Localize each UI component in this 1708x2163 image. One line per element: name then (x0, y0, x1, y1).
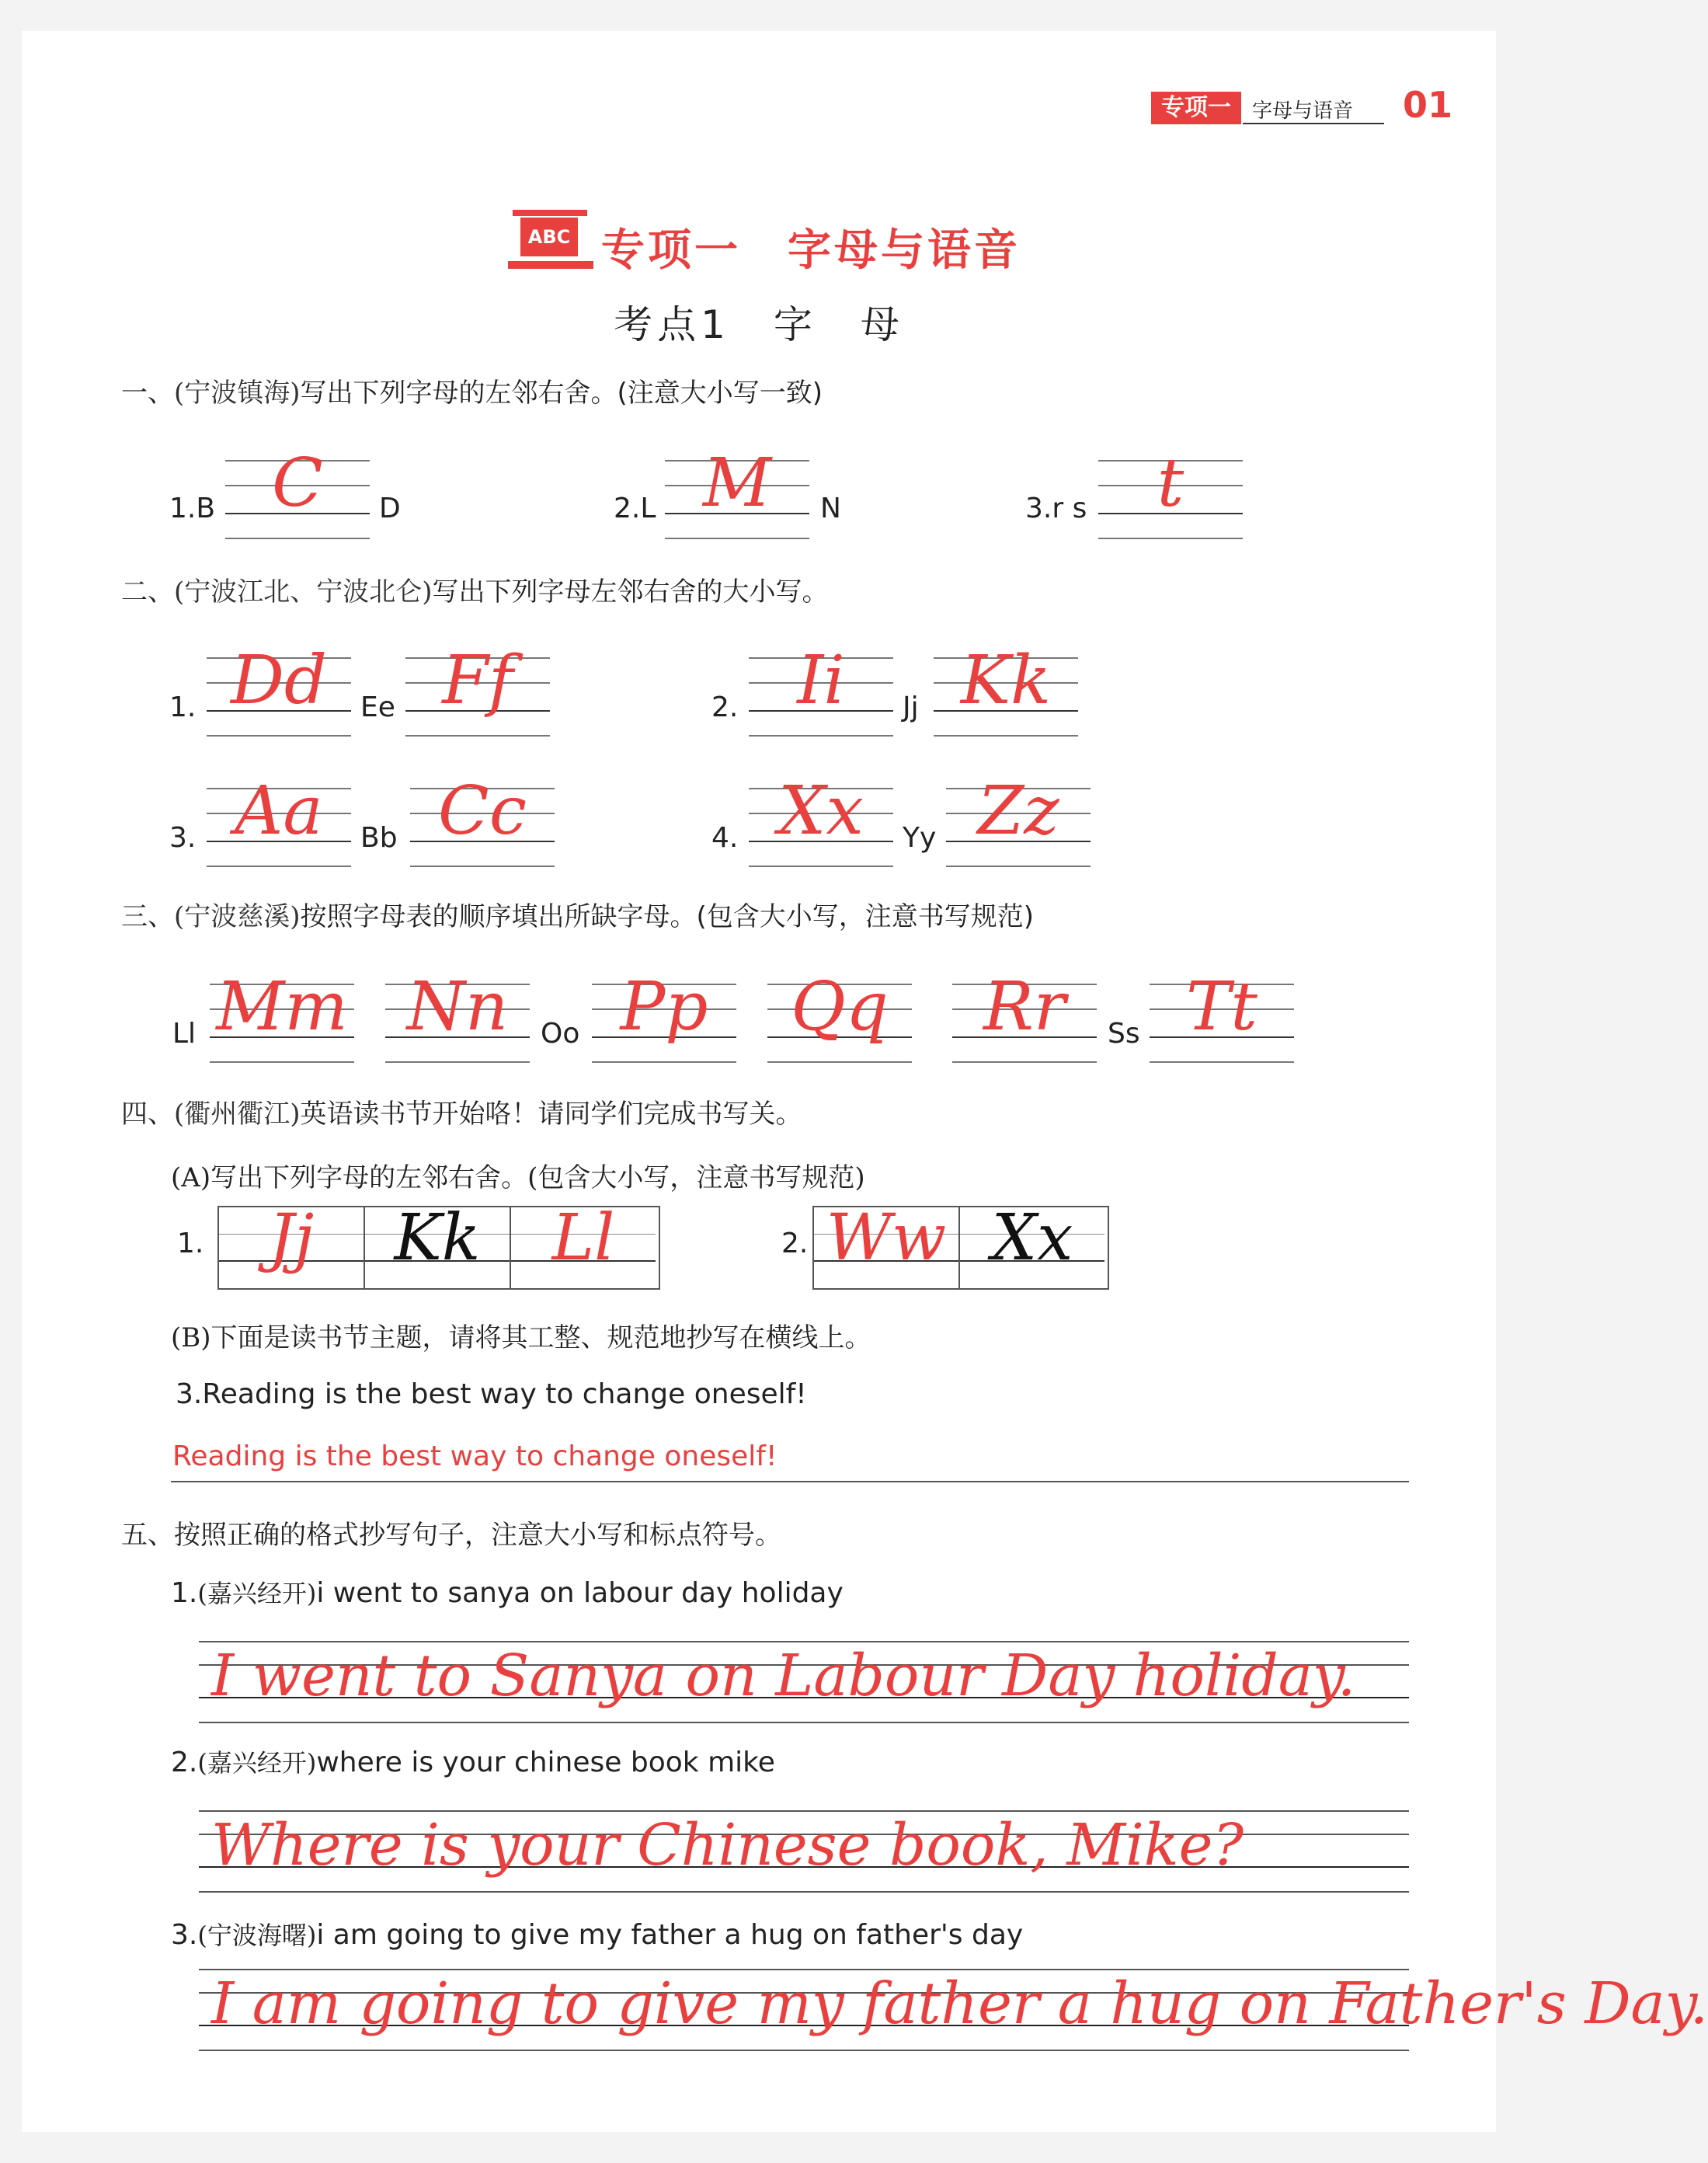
s5-item-2-question: 2.(嘉兴经开)where is your chinese book mike (171, 1747, 775, 1778)
s2-item-1-right-answer: Ff (442, 642, 513, 719)
s2-item-3-mid: Bb (360, 822, 398, 854)
s3-answer-5: Rr (983, 968, 1066, 1046)
s2-item-4-left-answer: Xx (778, 772, 864, 850)
s4-row-1-num: 1. (177, 1228, 204, 1259)
s3-answer-2-lines[interactable] (385, 968, 530, 1061)
section-3-title: 三、(宁波慈溪)按照字母表的顺序填出所缺字母。(包含大小写，注意书写规范) (121, 901, 1035, 932)
s3-answer-2: Nn (406, 968, 509, 1046)
s1-item-1-answer: C (272, 444, 323, 522)
s1-item-1-writing-lines[interactable] (225, 444, 370, 538)
main-title: 专项一 字母与语音 (601, 225, 1021, 276)
s2-item-2-mid: Jj (903, 691, 919, 723)
s2-item-3-right-lines[interactable] (410, 772, 555, 866)
s5-item-1-question: 1.(嘉兴经开)i went to sanya on labour day holiday (171, 1577, 844, 1609)
s1-item-1-suffix: D (379, 493, 401, 524)
s4-q3-text: 3.Reading is the best way to change oneself! (176, 1378, 807, 1410)
section-5-title: 五、按照正确的格式抄写句子，注意大小写和标点符号。 (121, 1520, 781, 1551)
s4-row-1-cell-2: Kk (394, 1201, 481, 1275)
s4-row-1-cell-1: Jj (268, 1201, 315, 1275)
s3-answer-3: Pp (620, 968, 708, 1046)
s5-item-1-answer: I went to Sanya on Labour Day holiday. (211, 1642, 1356, 1709)
s4-q3-copy-line[interactable] (171, 1481, 1409, 1482)
s3-given-ll: Ll (172, 1018, 197, 1050)
s1-item-2-writing-lines[interactable] (665, 444, 809, 538)
s3-answer-6: Tt (1186, 968, 1258, 1046)
s2-item-4-right-answer: Zz (977, 772, 1059, 850)
s4-part-a: (A)写出下列字母的左邻右舍。(包含大小写，注意书写规范) (171, 1162, 865, 1193)
s3-given-ss: Ss (1108, 1018, 1140, 1050)
section-1-title: 一、(宁波镇海)写出下列字母的左邻右舍。(注意大小写一致) (121, 378, 823, 409)
header-title: 字母与语音 (1252, 99, 1354, 123)
s2-item-2-left-lines[interactable] (749, 642, 893, 735)
s2-item-1-right-lines[interactable] (405, 642, 550, 735)
s5-item-3-question: 3.(宁波海曙)i am going to give my father a hug on father's day (171, 1919, 1024, 1951)
abc-logo-icon: ABC (508, 210, 593, 273)
s1-item-3-writing-lines[interactable] (1098, 444, 1243, 538)
s4-part-b: (B)下面是读书节主题，请将其工整、规范地抄写在横线上。 (171, 1322, 871, 1353)
s2-item-2-right-answer: Kk (960, 642, 1052, 719)
s2-item-4-mid: Yy (903, 822, 937, 854)
s3-answer-5-lines[interactable] (952, 968, 1097, 1061)
s4-q3-answer: Reading is the best way to change oneself! (172, 1440, 777, 1472)
s2-item-1-left-answer: Dd (230, 642, 327, 719)
s3-answer-6-lines[interactable] (1150, 968, 1294, 1061)
sub-title: 考点1 字 母 (614, 302, 904, 347)
s2-item-2-left-answer: Ii (797, 642, 845, 719)
s4-row-2-grid[interactable] (812, 1201, 1109, 1290)
s1-item-3-prefix: 3.r s (1025, 493, 1087, 524)
s3-answer-1: Mm (216, 968, 348, 1046)
s1-item-3-answer: t (1157, 444, 1184, 522)
s2-item-4-num: 4. (711, 822, 739, 854)
s2-item-1-left-lines[interactable] (207, 642, 351, 735)
s2-item-1-num: 1. (169, 691, 197, 723)
s2-item-3-right-answer: Cc (438, 772, 527, 850)
page-number: 01 (1403, 84, 1453, 126)
s1-item-2-prefix: 2.L (614, 493, 656, 524)
s4-row-1-grid[interactable] (217, 1201, 660, 1290)
s3-given-oo: Oo (541, 1018, 580, 1050)
header-tag: 专项一 (1151, 92, 1241, 124)
header-underline (1243, 123, 1384, 124)
s2-item-2-num: 2. (711, 691, 739, 723)
section-2-title: 二、(宁波江北、宁波北仑)写出下列字母左邻右舍的大小写。 (121, 576, 829, 608)
s5-item-2-answer: Where is your Chinese book, Mike? (211, 1812, 1244, 1879)
s4-row-2-cell-2: Xx (991, 1201, 1073, 1275)
s2-item-4-left-lines[interactable] (749, 772, 893, 866)
s4-row-2-num: 2. (781, 1228, 809, 1259)
s3-answer-4-lines[interactable] (767, 968, 912, 1061)
s2-item-1-mid: Ee (360, 691, 395, 723)
s3-answer-4: Qq (791, 968, 889, 1046)
s2-item-3-num: 3. (169, 822, 197, 854)
s2-item-4-right-lines[interactable] (946, 772, 1091, 866)
s3-answer-3-lines[interactable] (592, 968, 736, 1061)
s4-row-2-cell-1: Ww (826, 1201, 947, 1275)
s5-item-3-writing-lines[interactable] (199, 1969, 1708, 2051)
section-4-title: 四、(衢州衢江)英语读书节开始咯！请同学们完成书写关。 (121, 1099, 802, 1130)
s1-item-2-suffix: N (820, 493, 841, 524)
s3-answer-1-lines[interactable] (210, 968, 354, 1061)
s4-row-1-cell-3: Ll (551, 1201, 615, 1275)
s2-item-2-right-lines[interactable] (934, 642, 1078, 735)
s5-item-1-writing-lines[interactable] (199, 1641, 1409, 1723)
s1-item-2-answer: M (702, 444, 772, 522)
s1-item-1-prefix: 1.B (169, 493, 216, 524)
s5-item-2-writing-lines[interactable] (199, 1810, 1409, 1893)
s2-item-3-left-lines[interactable] (207, 772, 351, 866)
s5-item-3-answer: I am going to give my father a hug on Father's Day. (211, 1970, 1708, 2037)
s2-item-3-left-answer: Aa (235, 772, 323, 850)
